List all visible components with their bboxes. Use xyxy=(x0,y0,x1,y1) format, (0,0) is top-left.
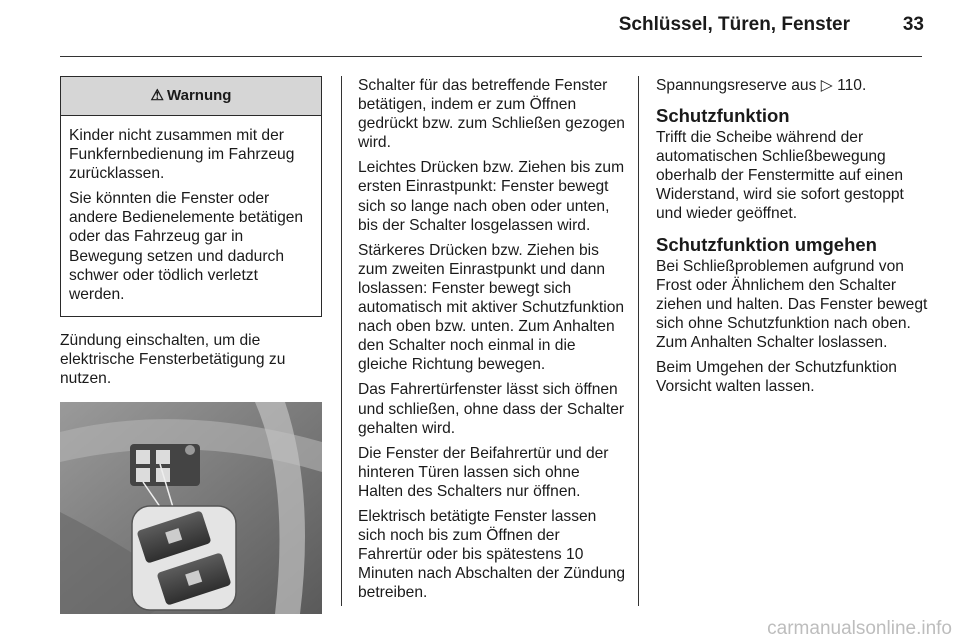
column-3 xyxy=(656,76,928,402)
warning-paragraph: Kinder nicht zusammen mit der Funkfernbedienung im Fahrzeug zurücklassen. xyxy=(69,127,295,183)
watermark: carmanualsonline.info xyxy=(767,618,952,639)
column-1 xyxy=(60,76,324,614)
header-divider xyxy=(60,56,922,57)
page-reference-icon: ▷ xyxy=(820,77,833,94)
paragraph: Die Fenster der Beifahrertür und der hinteren Türen lassen sich ohne Halten des Schalters nur öffnen. xyxy=(358,444,609,500)
page-title: Schlüssel, Türen, Fenster xyxy=(618,14,850,35)
warning-header xyxy=(61,77,321,116)
voltage-reserve-text xyxy=(656,76,928,95)
warning-body xyxy=(61,116,321,316)
warning-paragraph: Sie könnten die Fenster oder andere Bedienelemente betätigen oder das Fahrzeug gar in Bewegung setzen und dadurch schwer oder tödlich verletzt werden. xyxy=(69,190,304,303)
section-heading: Schutzfunktion umgehen xyxy=(656,233,877,255)
paragraph: Stärkeres Drücken bzw. Ziehen bis zum zweiten Einrastpunkt und dann loslassen: Fenster bewegt sich automatisch mit aktiver Schutzfunktion nach oben bzw. unten. Zum Anhalten den Schalter noch einmal in die gleiche Richtung bewegen. xyxy=(358,241,625,374)
paragraph: Beim Umgehen der Schutzfunktion Vorsicht walten lassen. xyxy=(656,359,897,396)
paragraph: Schalter für das betreffende Fenster betätigen, indem er zum Öffnen gedrückt bzw. zum Schließen gezogen wird. xyxy=(358,77,625,152)
ignition-instruction: Zündung einschalten, um die elektrische Fensterbetätigung zu nutzen. xyxy=(60,331,286,388)
warning-title: Warnung xyxy=(167,87,232,105)
paragraph: Leichtes Drücken bzw. Ziehen bis zum ersten Einrastpunkt: Fenster bewegt sich so lange nach oben oder unten, bis der Schalter losgelassen wird. xyxy=(358,159,625,234)
paragraph: Bei Schließproblemen aufgrund von Frost oder Ähnlichem den Schalter ziehen und halten. Das Fenster bewegt sich ohne Schutzfunktion nach oben. Zum Anhalten Schalter loslassen. xyxy=(656,257,928,351)
page-reference-link[interactable]: 110. xyxy=(837,77,867,94)
section-heading: Schutzfunktion xyxy=(656,105,790,127)
paragraph: Elektrisch betätigte Fenster lassen sich noch bis zum Öffnen der Fahrertür oder bis spätestens 10 Minuten nach Abschalten der Zündung betreiben. xyxy=(358,507,626,602)
intro-text: Spannungsreserve aus xyxy=(656,77,817,94)
warning-triangle-icon: ⚠ xyxy=(150,87,164,105)
paragraph: Trifft die Scheibe während der automatischen Schließbewegung oberhalb der Fenstermitte auf einen Widerstand, wird sie sofort gestoppt und wieder geöffnet. xyxy=(656,129,904,223)
window-switch-photo xyxy=(60,402,322,614)
page-number: 33 xyxy=(902,14,924,35)
paragraph: Das Fahrertürfenster lässt sich öffnen und schließen, ohne dass der Schalter gehalten wird. xyxy=(358,381,625,437)
column-divider-2 xyxy=(638,76,639,606)
warning-box xyxy=(60,76,322,317)
column-divider-1 xyxy=(341,76,342,606)
column-2 xyxy=(358,76,626,608)
